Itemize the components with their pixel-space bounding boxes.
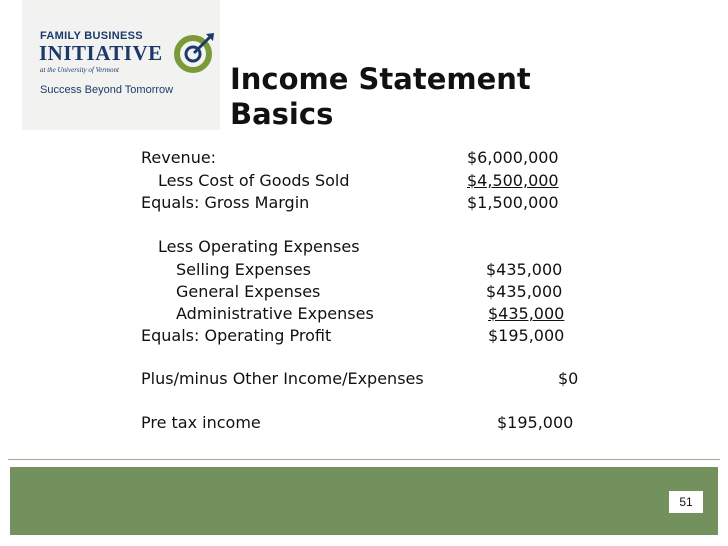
slide-title-line-1: Income Statement <box>230 62 531 96</box>
general-expenses-value: $435,000 <box>486 282 563 301</box>
slide-title-line-2: Basics <box>230 97 334 131</box>
revenue-label: Revenue: <box>141 148 217 167</box>
gross-margin-value: $1,500,000 <box>467 193 559 212</box>
administrative-expenses-label: Administrative Expenses <box>176 304 374 323</box>
administrative-expenses-value: $435,000 <box>488 304 565 323</box>
logo-text-university: at the University of Vermont <box>40 66 119 74</box>
logo-text-initiative: INITIATIVE <box>39 41 163 65</box>
operating-expenses-header: Less Operating Expenses <box>158 237 360 256</box>
footer-bar <box>10 467 718 535</box>
selling-expenses-label: Selling Expenses <box>176 260 311 279</box>
other-income-value: $0 <box>558 369 579 388</box>
slide-number: 51 <box>669 491 703 513</box>
gross-margin-label: Equals: Gross Margin <box>141 193 310 212</box>
slide-title <box>230 62 531 132</box>
pretax-income-label: Pre tax income <box>141 413 261 432</box>
selling-expenses-value: $435,000 <box>486 260 563 279</box>
cogs-value: $4,500,000 <box>467 171 559 190</box>
operating-profit-value: $195,000 <box>488 326 565 345</box>
footer-divider <box>8 459 720 460</box>
target-icon <box>172 30 218 76</box>
general-expenses-label: General Expenses <box>176 282 321 301</box>
other-income-label: Plus/minus Other Income/Expenses <box>141 369 424 388</box>
pretax-income-value: $195,000 <box>497 413 574 432</box>
logo-tagline: Success Beyond Tomorrow <box>40 84 174 96</box>
revenue-value: $6,000,000 <box>467 148 559 167</box>
operating-profit-label: Equals: Operating Profit <box>141 326 332 345</box>
cogs-label: Less Cost of Goods Sold <box>158 171 350 190</box>
logo <box>22 0 220 130</box>
logo-text-family-business: FAMILY BUSINESS <box>40 30 143 42</box>
